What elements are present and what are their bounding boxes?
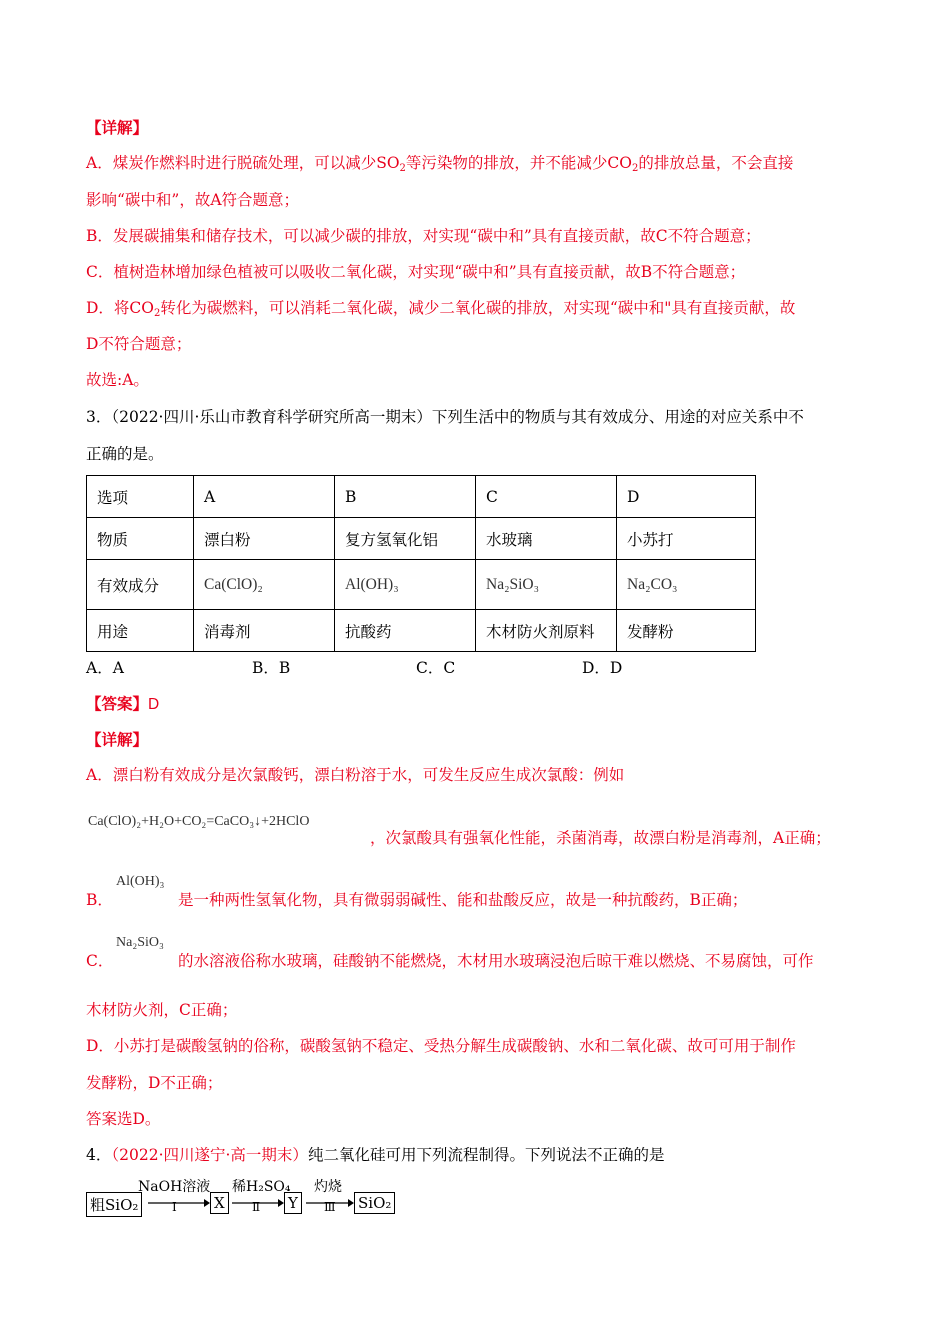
- q3-detail-c-line2: 木材防火剂，C正确；: [86, 1001, 238, 1019]
- q3-detail-b-text: 是一种两性氢氧化物，具有微弱弱碱性、能和盐酸反应，故是一种抗酸药，B正确；: [178, 891, 748, 909]
- table-cell: Al(OH)₃: [335, 560, 476, 610]
- q3-option-a: A．A: [86, 659, 124, 677]
- table-row: [87, 518, 756, 560]
- table-cell: 有效成分: [87, 560, 194, 610]
- q3-equation-tail: ，次氯酸具有强氧化性能，杀菌消毒，故漂白粉是消毒剂，A正确；: [370, 829, 831, 847]
- table-row: [87, 560, 756, 610]
- table-cell: 消毒剂: [194, 610, 335, 652]
- flow-step1-reagent: NaOH溶液: [138, 1179, 211, 1195]
- detail-a-line1: A．煤炭作燃料时进行脱硫处理，可以减少$SO_2$等污染物的排放，并不能减少$CO_2$的排放总量，不会直接: [86, 154, 794, 174]
- detail-d-line1: D．将$CO_2$转化为碳燃料，可以消耗二氧化碳，减少二氧化碳的排放，对实现“碳中和"具有直接贡献，故: [86, 299, 796, 319]
- table-row: [87, 610, 756, 652]
- table-cell: 小苏打: [617, 518, 756, 560]
- table-cell: Na₂CO₃: [617, 560, 756, 610]
- q3-equation: Ca(ClO)₂+H₂O+CO₂=CaCO₃↓+2HClO: [88, 814, 310, 829]
- flow-step1-mark: Ⅰ: [172, 1200, 177, 1214]
- q3-detail-c-prefix: C．: [86, 952, 114, 970]
- table-cell: Na₂SiO₃: [476, 560, 617, 610]
- detail-b-line: B．发展碳捕集和储存技术，可以减少碳的排放，对实现“碳中和”具有直接贡献，故C不符合题意；: [86, 227, 761, 245]
- table-cell: 选项: [87, 476, 194, 518]
- detail-a-line2: 影响“碳中和”，故A符合题意；: [86, 191, 300, 209]
- flow-step3-mark: Ⅲ: [324, 1200, 336, 1214]
- detail-d-line2: D不符合题意；: [86, 335, 192, 353]
- q3-stem-line1: 3．（2022·四川·乐山市教育科学研究所高一期末）下列生活中的物质与其有效成分、用途的对应关系中不: [86, 408, 804, 426]
- detail-conclusion: 故选:A。: [86, 371, 149, 389]
- table-row: [87, 476, 756, 518]
- table-cell: 物质: [87, 518, 194, 560]
- table-cell: D: [617, 476, 756, 518]
- table-cell: 木材防火剂原料: [476, 610, 617, 652]
- q3-detail-heading: 【详解】: [86, 730, 149, 749]
- q3-detail-c-formula: Na₂SiO₃: [116, 935, 164, 950]
- table-cell: 复方氢氧化铝: [335, 518, 476, 560]
- table-cell: C: [476, 476, 617, 518]
- q3-detail-c-text: 的水溶液俗称水玻璃，硅酸钠不能燃烧，木材用水玻璃浸泡后晾干难以燃烧、不易腐蚀，可作: [178, 952, 814, 970]
- flow-x-box: X: [210, 1192, 229, 1214]
- flow-end-box: SiO₂: [354, 1192, 395, 1214]
- q4-flow-diagram: [86, 1176, 396, 1222]
- table-cell: 抗酸药: [335, 610, 476, 652]
- table-cell: Ca(ClO)₂: [194, 560, 335, 610]
- flow-y-box: Y: [284, 1192, 302, 1214]
- q3-option-c: C．C: [416, 659, 456, 677]
- flow-step2-mark: Ⅱ: [252, 1200, 261, 1214]
- table-cell: 用途: [87, 610, 194, 652]
- flow-start-box: 粗SiO₂: [86, 1192, 142, 1217]
- q3-detail-b-prefix: B．: [86, 891, 113, 909]
- table-cell: 发酵粉: [617, 610, 756, 652]
- table-cell: A: [194, 476, 335, 518]
- flow-arrow-1: [148, 1198, 210, 1212]
- q3-option-d: D．D: [582, 659, 623, 677]
- q3-answer: 【答案】D: [86, 694, 160, 713]
- q3-conclusion: 答案选D。: [86, 1110, 161, 1128]
- q3-detail-d-line1: D．小苏打是碳酸氢钠的俗称，碳酸氢钠不稳定、受热分解生成碳酸钠、水和二氧化碳、故可可用于制作: [86, 1037, 796, 1055]
- table-cell: 漂白粉: [194, 518, 335, 560]
- q3-detail-a: A．漂白粉有效成分是次氯酸钙，漂白粉溶于水，可发生反应生成次氯酸：例如: [86, 766, 625, 784]
- q3-option-b: B．B: [252, 659, 291, 677]
- q3-stem-line2: 正确的是。: [86, 445, 164, 463]
- table-cell: B: [335, 476, 476, 518]
- q3-detail-d-line2: 发酵粉，D不正确；: [86, 1074, 223, 1092]
- q3-table: [86, 475, 756, 652]
- detail-heading: 【详解】: [86, 118, 149, 137]
- detail-c-line: C．植树造林增加绿色植被可以吸收二氧化碳，对实现“碳中和”具有直接贡献，故B不符合题意；: [86, 263, 746, 281]
- table-cell: 水玻璃: [476, 518, 617, 560]
- q4-stem: 4．（2022·四川遂宁·高一期末）纯二氧化硅可用下列流程制得。下列说法不正确的是: [86, 1146, 665, 1164]
- flow-step2-reagent: 稀H₂SO₄: [232, 1179, 291, 1195]
- q3-detail-b-formula: Al(OH)₃: [116, 874, 165, 889]
- flow-step3-reagent: 灼烧: [314, 1179, 342, 1195]
